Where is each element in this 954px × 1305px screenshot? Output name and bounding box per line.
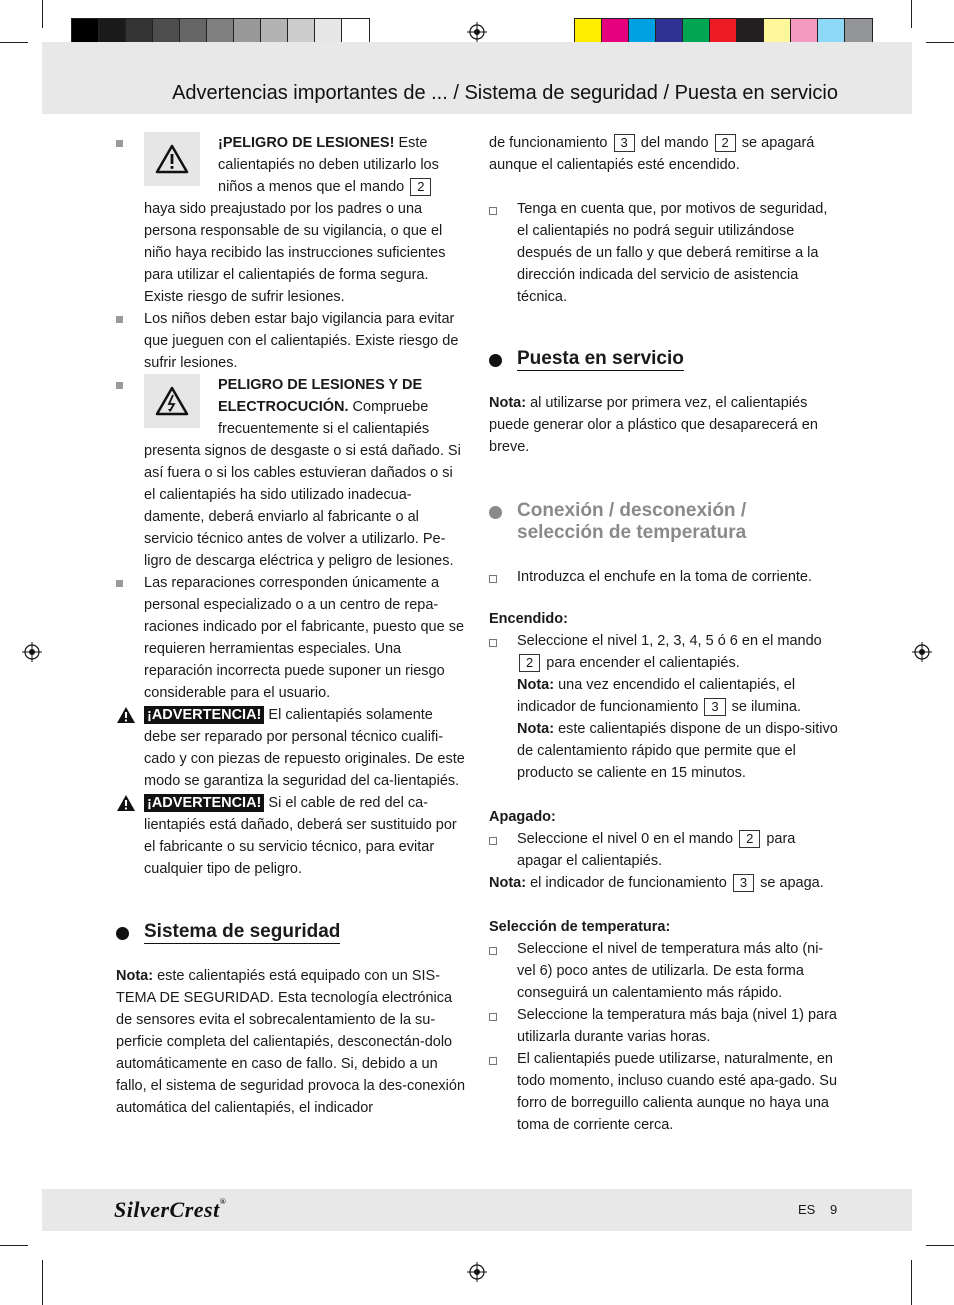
heading-text: Conexión / desconexión /: [517, 500, 747, 521]
warning-triangle-icon: [144, 132, 200, 186]
section-heading-conexion: [489, 500, 841, 544]
text: Las reparaciones corresponden únicamente a personal especializado o a un centro de repa-raciones indicado por el fabricante, puesto que se requieren herramientas especiales. Una reparación incorrecta puede suponer un riesgo considerable para el usuario.: [144, 575, 465, 701]
text: Los niños deben estar bajo vigilancia para evitar que jueguen con el calientapiés. Existe riesgo de sufrir lesiones.: [144, 311, 459, 371]
bullet-icon: [116, 140, 123, 147]
electric-hazard-icon: [144, 374, 200, 428]
note-label: Nota:: [116, 968, 154, 984]
note-label: Nota:: [489, 875, 527, 891]
ref-box: 3: [733, 874, 754, 892]
ref-box: 2: [519, 654, 540, 672]
section-heading-sistema: [116, 921, 466, 943]
page-title: Advertencias importantes de ... / Sistema de seguridad / Puesta en servicio: [172, 82, 838, 104]
crop-mark: [911, 1260, 912, 1305]
subheading: Apagado:: [489, 809, 556, 825]
list-item: [489, 828, 841, 872]
crop-mark: [911, 0, 912, 28]
text: Compruebe frecuentemente si el calientapiés presenta signos de desgaste o si está dañado. Si así fuera o si los cables estuvieran dañados o si el calientapiés ha sido utilizado inadecua-damente, deberá enviarlo al fabricante o al servicio técnico antes de volver a utilizarlo. Pe-ligro de descarga eléctrica y peligro de lesiones.: [144, 399, 461, 569]
danger-heading: ¡PELIGRO DE LESIONES!: [218, 135, 395, 151]
crop-mark: [0, 1245, 28, 1246]
ref-box: 3: [704, 698, 725, 716]
bullet-icon: [489, 1013, 497, 1021]
bullet-icon: [116, 316, 123, 323]
paragraph: [116, 965, 466, 1119]
text: se apaga.: [756, 875, 824, 891]
page-footer: [42, 1189, 912, 1231]
brand-logo: SilverCrest®: [114, 1197, 227, 1222]
text: se apagará aunque el calientapiés esté encendido.: [489, 135, 815, 173]
text: este calientapiés dispone de un dispo-sitivo de calentamiento rápido que permite que el producto se caliente en 15 minutos.: [517, 721, 838, 781]
bullet-icon: [489, 947, 497, 955]
list-item: [116, 374, 466, 572]
ref-box: 2: [715, 134, 736, 152]
warning-item: [116, 792, 466, 880]
bullet-icon: [489, 837, 497, 845]
crop-mark: [42, 1260, 43, 1305]
crop-mark: [42, 0, 43, 28]
subheading: Selección de temperatura:: [489, 919, 671, 935]
text: del mando: [636, 135, 713, 151]
registration-mark-icon: [467, 1262, 487, 1282]
text: Introduzca el enchufe en la toma de corriente.: [517, 569, 813, 585]
text: El calientapiés solamente debe ser reparado por personal técnico cualifi-cado y con piezas de repuesto originales. De este modo se garantiza la seguridad del ca-lientapiés.: [144, 707, 465, 789]
text: al utilizarse por primera vez, el calientapiés puede generar olor a plástico que desaparecerá en breve.: [489, 395, 818, 455]
note-label: Nota:: [517, 721, 555, 737]
crop-mark: [0, 42, 28, 43]
text: de funcionamiento: [489, 135, 612, 151]
bullet-icon: [489, 639, 497, 647]
right-column: [489, 132, 841, 1136]
crop-mark: [926, 1245, 954, 1246]
text: Si el cable de red del ca-lientapiés está dañado, deberá ser sustituido por el fabricante o su servicio técnico, para evitar cualquier tipo de peligro.: [144, 795, 457, 877]
bullet-icon: [489, 1057, 497, 1065]
paragraph: [489, 132, 841, 176]
note-label: Nota:: [517, 677, 555, 693]
text: para apagar el calientapiés.: [517, 831, 796, 869]
list-item: [489, 630, 841, 784]
heading-bullet-icon: [116, 927, 129, 940]
note-label: Nota:: [489, 395, 527, 411]
text: El calientapiés puede utilizarse, naturalmente, en todo momento, incluso cuando esté apa-gado. Su forro de borreguillo calienta aunque no haya una toma de corriente cerca.: [517, 1051, 838, 1133]
list-item: [489, 1004, 841, 1048]
bullet-icon: [489, 207, 497, 215]
text: haya sido preajustado por los padres o una persona responsable de su vigilancia, o que el niño haya recibido las instrucciones suficientes para utilizar el calientapiés de forma segura. Existe riesgo de sufrir lesiones.: [144, 201, 446, 305]
text: Seleccione el nivel de temperatura más alto (ni-vel 6) poco antes de utilizarla. De esta forma conseguirá un calentamiento más rápido.: [517, 941, 824, 1001]
registration-mark-icon: [467, 22, 487, 42]
heading-bullet-icon: [489, 506, 502, 519]
paragraph: [489, 392, 841, 458]
ref-box: 2: [410, 178, 431, 196]
list-item: [489, 938, 841, 1004]
text: el indicador de funcionamiento: [526, 875, 731, 891]
warning-item: [116, 704, 466, 792]
list-item: [489, 1048, 841, 1136]
page-header: [42, 42, 912, 114]
registration-mark-icon: [912, 642, 932, 662]
warning-triangle-icon: [116, 706, 136, 724]
text: una vez encendido el calientapiés, el indicador de funcionamiento: [517, 677, 796, 715]
text: para encender el calientapiés.: [542, 655, 740, 671]
section-heading-puesta: [489, 348, 841, 370]
text: Seleccione el nivel 1, 2, 3, 4, 5 ó 6 en el mando: [517, 633, 822, 649]
ref-box: 3: [614, 134, 635, 152]
ref-box: 2: [739, 830, 760, 848]
language-code: ES: [798, 1202, 816, 1217]
list-item: [116, 132, 466, 308]
subheading: Encendido:: [489, 611, 568, 627]
bullet-icon: [489, 575, 497, 583]
heading-bullet-icon: [489, 354, 502, 367]
list-item: [116, 572, 466, 704]
danger-heading: PELIGRO DE LESIONES Y DE ELECTROCUCIÓN.: [218, 377, 423, 415]
bullet-icon: [116, 382, 123, 389]
advertencia-label: ¡ADVERTENCIA!: [144, 794, 264, 812]
warning-triangle-icon: [116, 794, 136, 812]
text: este calientapiés está equipado con un SIS-TEMA DE SEGURIDAD. Esta tecnología electrónica de sensores evita el sobrecalentamiento de la su-perficie completa del calientapiés, desconectán-dolo automáticamente en caso de fallo. Si, debido a un fallo, el sistema de seguridad provoca la des-conexión automática del calientapiés, el indicador: [116, 968, 466, 1116]
text: se ilumina.: [727, 699, 801, 715]
advertencia-label: ¡ADVERTENCIA!: [144, 706, 264, 724]
text: Seleccione el nivel 0 en el mando: [517, 831, 738, 847]
text: Este calientapiés no deben utilizarlo los niños a menos que el mando: [218, 135, 439, 195]
list-item: [116, 308, 466, 374]
heading-text: Sistema de seguridad: [144, 921, 341, 942]
list-item: [489, 566, 841, 588]
text: Seleccione la temperatura más baja (nivel 1) para utilizarla durante varias horas.: [517, 1007, 837, 1045]
page-number: 9: [830, 1202, 838, 1217]
left-column: [116, 132, 466, 1119]
registration-mark-icon: [22, 642, 42, 662]
text: Tenga en cuenta que, por motivos de seguridad, el calientapiés no podrá seguir utilizándose después de un fallo y que deberá remitirse a la dirección indicada del servicio de asistencia técnica.: [517, 201, 828, 305]
paragraph: [489, 872, 841, 894]
crop-mark: [926, 42, 954, 43]
brand-text: SilverCrest: [114, 1197, 220, 1222]
list-item: [489, 198, 841, 308]
bullet-icon: [116, 580, 123, 587]
heading-text: Puesta en servicio: [517, 348, 684, 369]
heading-text: selección de temperatura: [517, 522, 747, 543]
